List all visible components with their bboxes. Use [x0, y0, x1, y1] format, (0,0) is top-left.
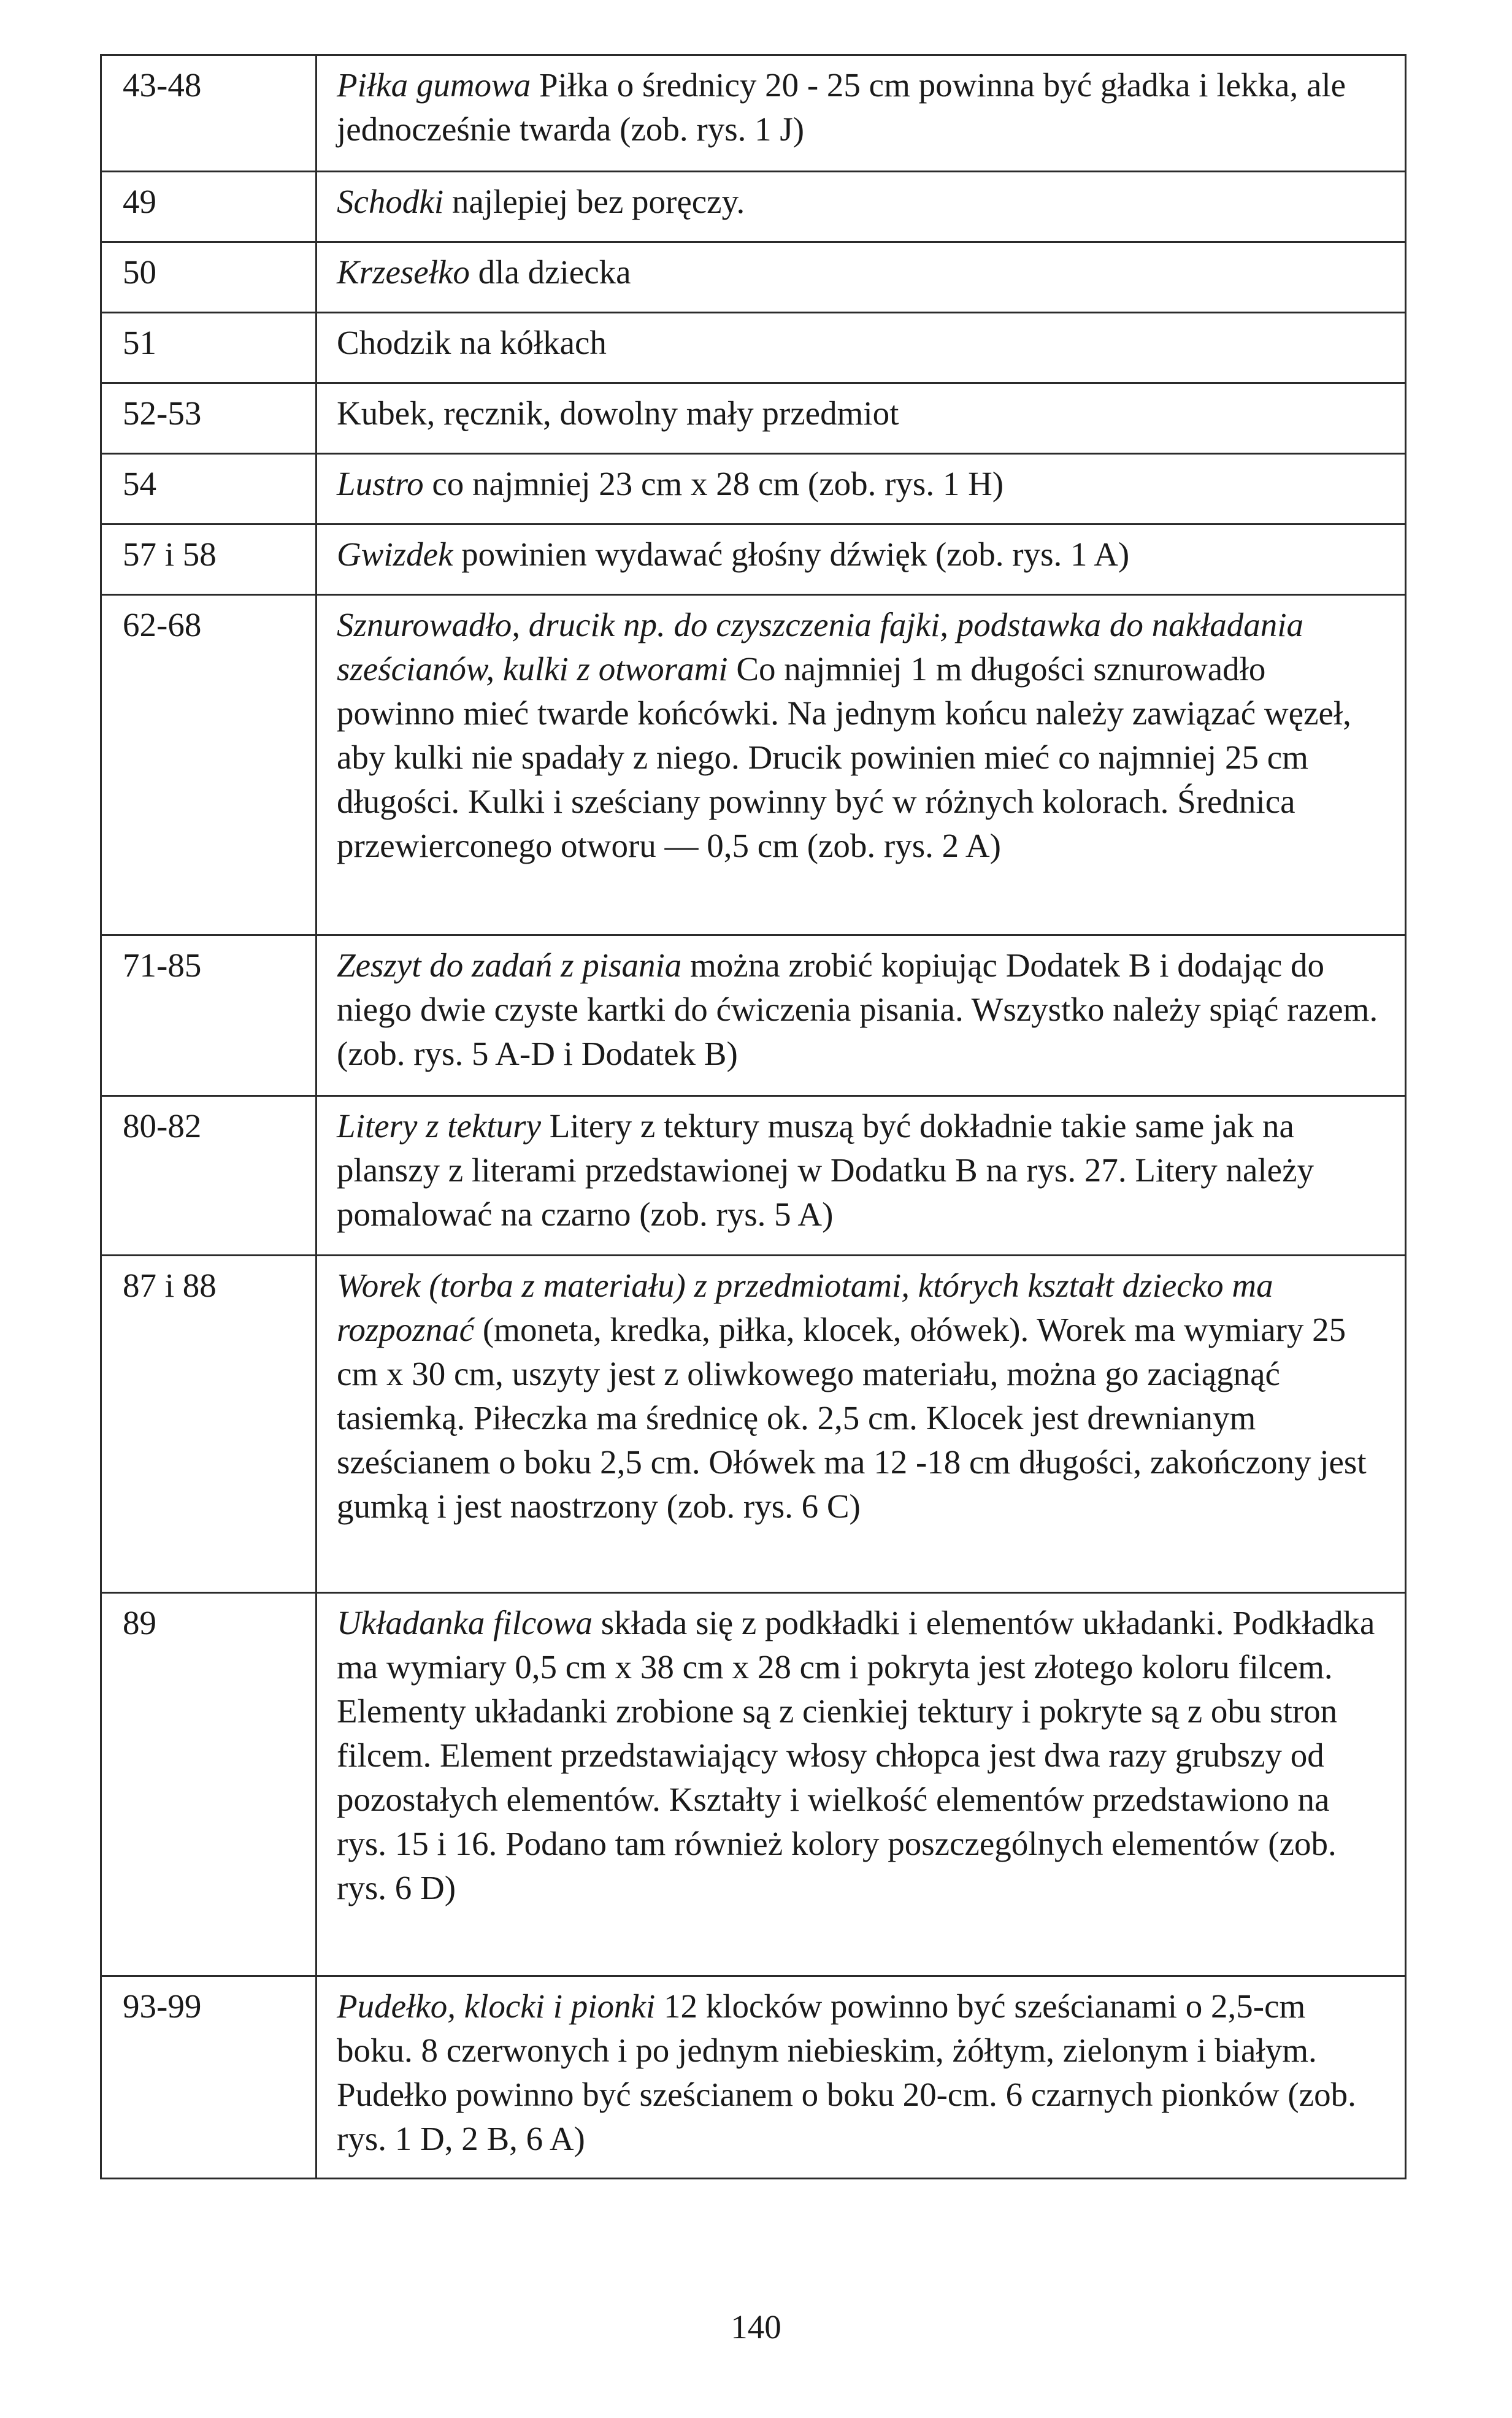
item-title: Pudełko, klocki i pionki	[337, 1987, 656, 2025]
item-description	[317, 935, 1406, 1096]
item-title: Zeszyt do zadań z pisania	[337, 946, 682, 984]
item-description	[317, 1593, 1406, 1976]
item-numbers: 93-99	[101, 1976, 317, 2179]
page-number: 140	[731, 2308, 781, 2346]
item-title: Układanka filcowa	[337, 1604, 593, 1641]
item-numbers: 57 i 58	[101, 524, 317, 595]
equipment-table	[100, 54, 1406, 2179]
item-text: składa się z podkładki i elementów układanki. Podkładka ma wymiary 0,5 cm x 38 cm x 28 cm i pokryta jest złotego koloru filcem. Elementy układanki zrobione są z cienkiej tektury i pokryte są z obu stron filcem. Element przedstawiający włosy chłopca jest dwa razy grubszy od pozostałych elementów. Kształty i wielkość elementów przedstawiono na rys. 15 i 16. Podano tam również kolory poszczególnych elementów (zob. rys. 6 D)	[337, 1604, 1375, 1906]
item-title: Worek (torba z materiału) z przedmiotami, których kształt dziecko ma rozpoznać	[337, 1267, 1273, 1348]
table-row	[101, 595, 1406, 935]
table-row	[101, 1593, 1406, 1976]
item-text: (moneta, kredka, piłka, klocek, ołówek). Worek ma wymiary 25 cm x 30 cm, uszyty jest z oliwkowego materiału, można go zaciągnąć tasiemką. Piłeczka ma średnicę ok. 2,5 cm. Klocek jest drewnianym sześcianem o boku 2,5 cm. Ołówek ma 12 -18 cm długości, zakończony jest gumką i jest naostrzony (zob. rys. 6 C)	[337, 1311, 1367, 1525]
item-text: co najmniej 23 cm x 28 cm (zob. rys. 1 H)	[432, 465, 1004, 502]
item-numbers: 62-68	[101, 595, 317, 935]
item-description	[317, 1256, 1406, 1593]
item-text: powinien wydawać głośny dźwięk (zob. rys. 1 A)	[461, 535, 1130, 573]
item-numbers: 89	[101, 1593, 317, 1976]
table-row	[101, 313, 1406, 383]
item-description	[317, 1976, 1406, 2179]
item-description	[317, 313, 1406, 383]
item-title: Lustro	[337, 465, 424, 502]
item-title: Litery z tektury	[337, 1107, 541, 1145]
item-description	[317, 1096, 1406, 1256]
table-row	[101, 935, 1406, 1096]
item-title: Gwizdek	[337, 535, 453, 573]
item-text: Kubek, ręcznik, dowolny mały przedmiot	[337, 394, 899, 432]
table-row	[101, 1976, 1406, 2179]
item-text: najlepiej bez poręczy.	[451, 183, 745, 220]
item-text: dla dziecka	[478, 253, 631, 291]
item-numbers: 49	[101, 172, 317, 242]
item-description	[317, 55, 1406, 172]
item-numbers: 52-53	[101, 383, 317, 454]
table-row	[101, 524, 1406, 595]
table-row	[101, 55, 1406, 172]
item-description	[317, 524, 1406, 595]
item-text: można zrobić kopiując Dodatek B i dodając do niego dwie czyste kartki do ćwiczenia pisania. Wszystko należy spiąć razem. (zob. rys. 5 A-D i Dodatek B)	[337, 946, 1378, 1072]
item-numbers: 51	[101, 313, 317, 383]
item-text: Litery z tektury muszą być dokładnie takie same jak na planszy z literami przedstawionej w Dodatku B na rys. 27. Litery należy pomalować na czarno (zob. rys. 5 A)	[337, 1107, 1314, 1233]
item-description	[317, 595, 1406, 935]
item-numbers: 50	[101, 242, 317, 313]
item-title: Sznurowadło, drucik np. do czyszczenia fajki, podstawka do nakładania sześcianów, kulki z otworami	[337, 606, 1304, 688]
table-row	[101, 242, 1406, 313]
item-description	[317, 383, 1406, 454]
item-title: Krzesełko	[337, 253, 470, 291]
item-description	[317, 172, 1406, 242]
item-numbers: 87 i 88	[101, 1256, 317, 1593]
item-numbers: 80-82	[101, 1096, 317, 1256]
item-text: Piłka o średnicy 20 - 25 cm powinna być gładka i lekka, ale jednocześnie twarda (zob. rys. 1 J)	[337, 66, 1346, 148]
item-title: Schodki	[337, 183, 444, 220]
item-text: Co najmniej 1 m długości sznurowadło powinno mieć twarde końcówki. Na jednym końcu należy zawiązać węzeł, aby kulki nie spadały z niego. Drucik powinien mieć co najmniej 25 cm długości. Kulki i sześciany powinny być w różnych kolorach. Średnica przewierconego otworu — 0,5 cm (zob. rys. 2 A)	[337, 650, 1351, 864]
table-row	[101, 1256, 1406, 1593]
table-row	[101, 1096, 1406, 1256]
table-row	[101, 383, 1406, 454]
item-text: 12 klocków powinno być sześcianami o 2,5-cm boku. 8 czerwonych i po jednym niebieskim, żółtym, zielonym i białym. Pudełko powinno być sześcianem o boku 20-cm. 6 czarnych pionków (zob. rys. 1 D, 2 B, 6 A)	[337, 1987, 1356, 2157]
item-text: Chodzik na kółkach	[337, 324, 607, 361]
item-title: Piłka gumowa	[337, 66, 531, 104]
item-numbers: 54	[101, 454, 317, 524]
item-description	[317, 454, 1406, 524]
table-row	[101, 454, 1406, 524]
item-description	[317, 242, 1406, 313]
item-numbers: 43-48	[101, 55, 317, 172]
item-numbers: 71-85	[101, 935, 317, 1096]
table-row	[101, 172, 1406, 242]
